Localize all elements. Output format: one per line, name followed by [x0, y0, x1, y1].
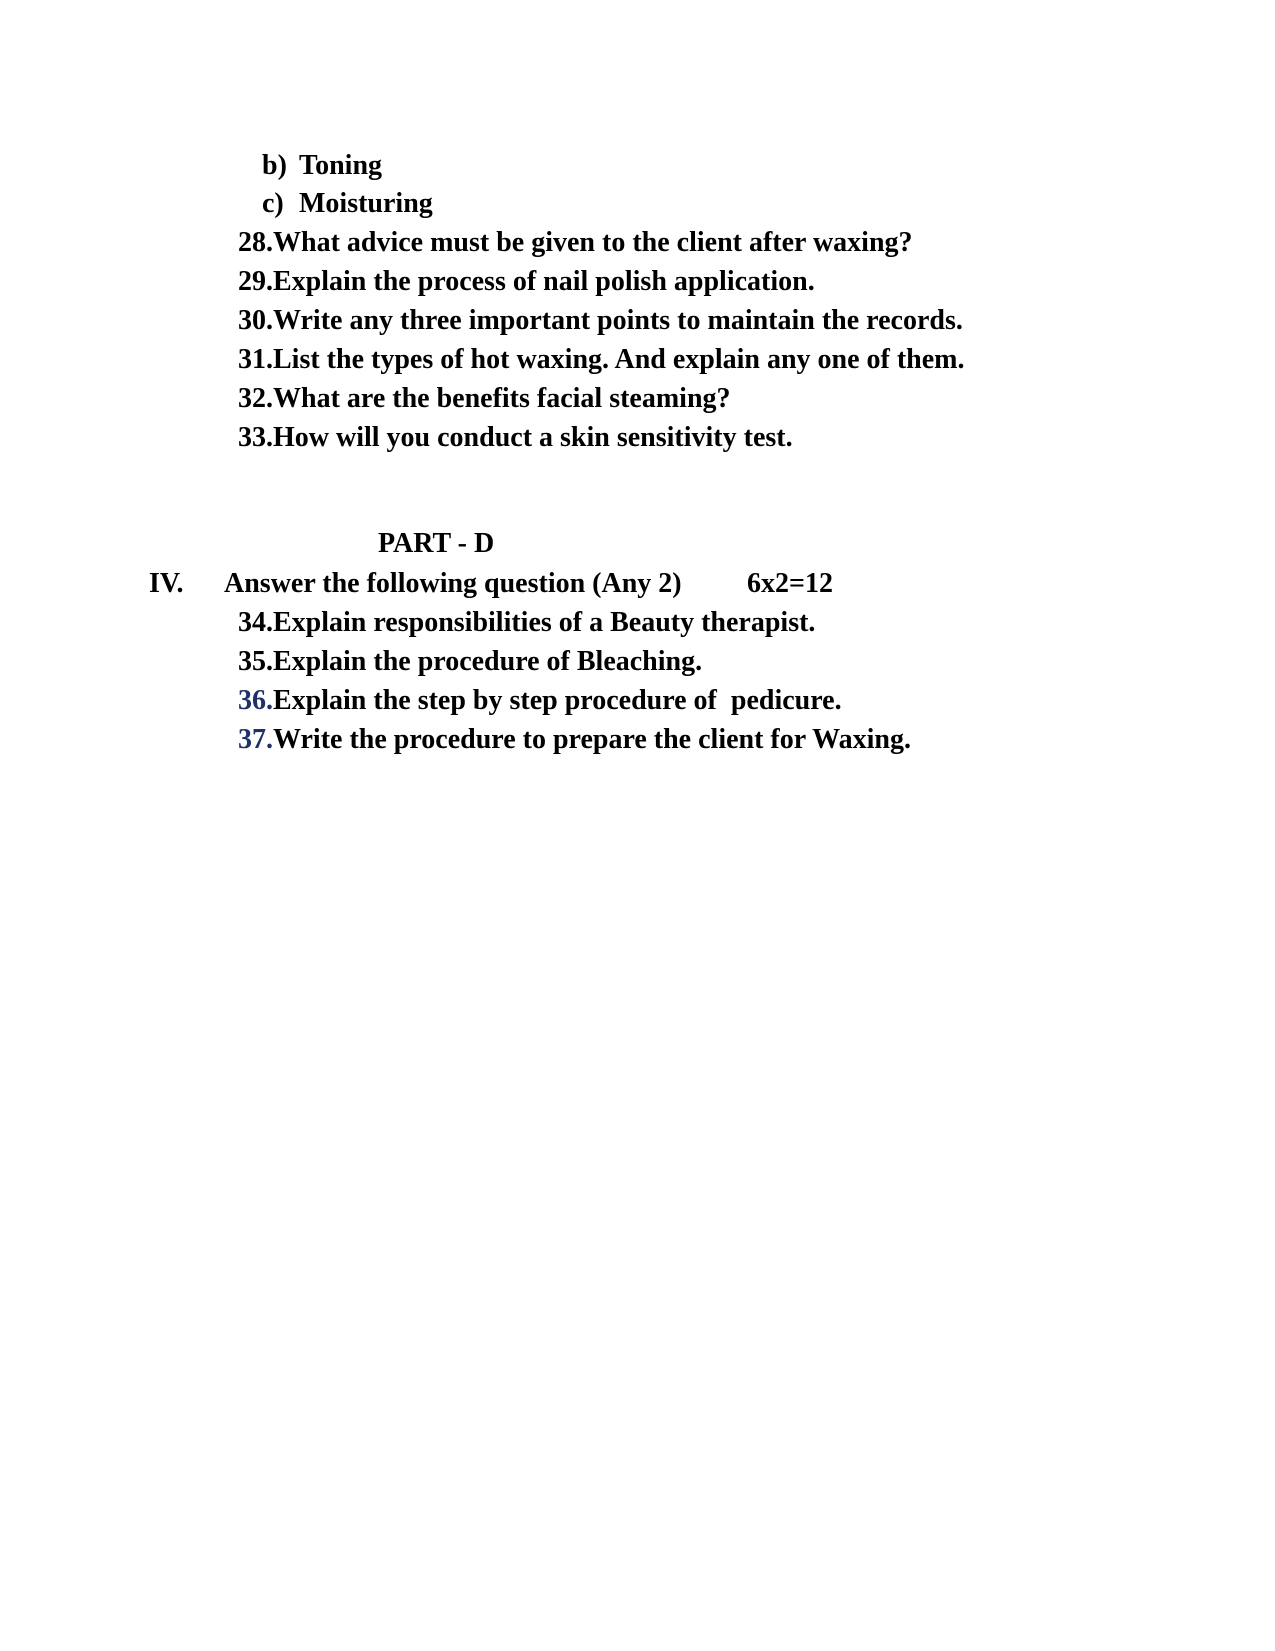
- question-item: [238, 421, 793, 455]
- question-item: [238, 684, 842, 718]
- sub-item: [262, 187, 433, 221]
- question-item: [238, 723, 911, 757]
- question-text: Write any three important points to maintain the records.: [273, 305, 963, 336]
- question-item: [238, 265, 815, 299]
- question-number: 33.: [238, 422, 273, 453]
- section-roman-numeral: IV.: [149, 568, 184, 599]
- section-instruction: Answer the following question (Any 2): [224, 568, 682, 599]
- question-item: [238, 382, 731, 416]
- sub-item: [262, 149, 382, 183]
- sub-item-text: Moisturing: [299, 188, 433, 219]
- question-number: 31.: [238, 344, 273, 375]
- question-number: 36.: [238, 685, 273, 716]
- sub-item-label: b): [262, 150, 287, 181]
- question-item: [238, 304, 963, 338]
- question-text: Explain the process of nail polish application.: [273, 266, 815, 297]
- question-item: [238, 343, 965, 377]
- section-marks: 6x2=12: [747, 568, 833, 599]
- question-item: [238, 645, 702, 679]
- question-item: [238, 606, 815, 640]
- question-number: 29.: [238, 266, 273, 297]
- question-number: 28.: [238, 227, 273, 258]
- question-text: What are the benefits facial steaming?: [273, 383, 731, 414]
- question-item: [238, 226, 913, 260]
- question-text: How will you conduct a skin sensitivity test.: [273, 422, 793, 453]
- question-text: Explain the procedure of Bleaching.: [273, 646, 703, 677]
- question-text: What advice must be given to the client after waxing?: [273, 227, 913, 258]
- sub-item-label: c): [262, 188, 284, 219]
- sub-item-text: Toning: [299, 150, 383, 181]
- question-number: 30.: [238, 305, 273, 336]
- question-number: 37.: [238, 724, 273, 755]
- question-text: Explain the step by step procedure of pedicure.: [273, 685, 842, 716]
- question-text: Explain responsibilities of a Beauty therapist.: [273, 607, 816, 638]
- question-text: Write the procedure to prepare the client for Waxing.: [273, 724, 911, 755]
- question-number: 32.: [238, 383, 273, 414]
- section-heading: PART - D: [378, 528, 495, 559]
- question-text: List the types of hot waxing. And explain any one of them.: [273, 344, 965, 375]
- question-number: 34.: [238, 607, 273, 638]
- question-number: 35.: [238, 646, 273, 677]
